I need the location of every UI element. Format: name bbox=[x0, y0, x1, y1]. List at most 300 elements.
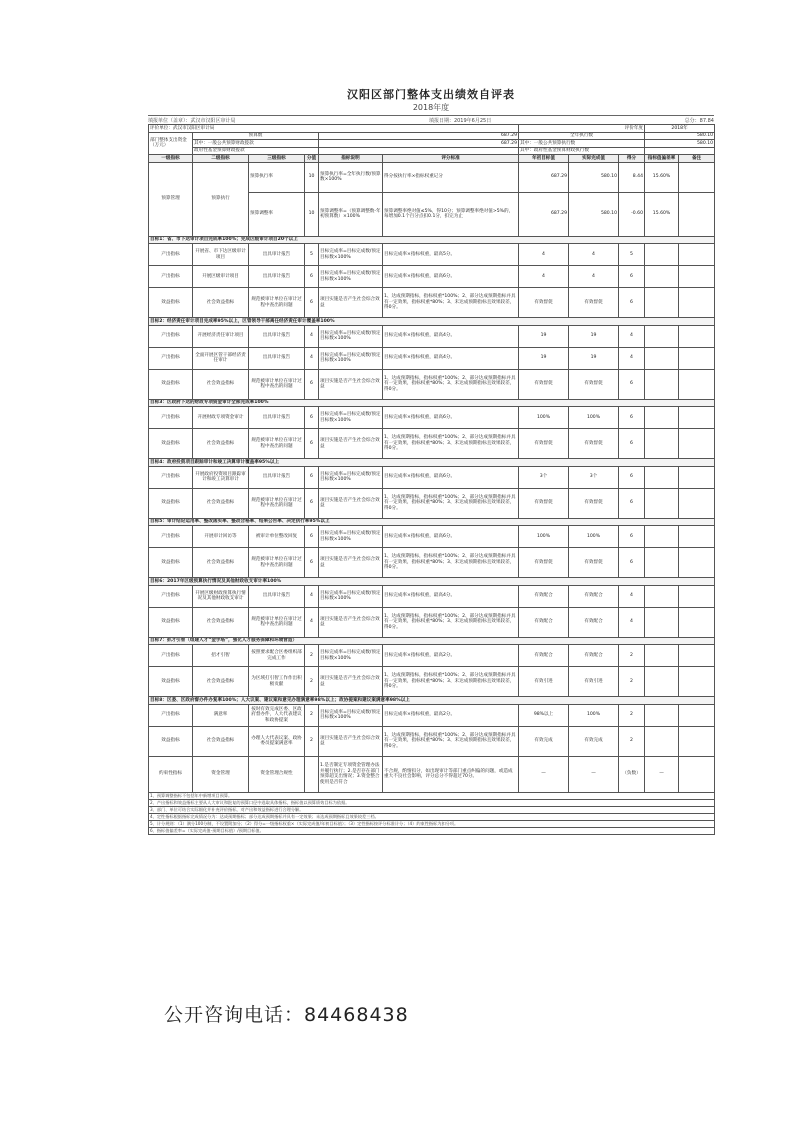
cell-score: 2 bbox=[305, 704, 319, 726]
indicator-row bbox=[149, 244, 715, 266]
cell-dev bbox=[645, 548, 679, 578]
cell-l1: 效益指标 bbox=[149, 726, 193, 756]
cell-l2: 开展政府投资项目跟踪审计和竣工决算审计 bbox=[193, 466, 249, 488]
cell-std: 1、达成预期指标，指标权重*100%；2、部分达成预期指标并具有一定效果，指标权重*80%；3、未达成预期指标且效果较差，得0分。 bbox=[383, 369, 519, 399]
budget-l3: 预算执行率 bbox=[249, 162, 305, 192]
col-header: 得分 bbox=[619, 155, 645, 163]
total-score: 总分：87.84 bbox=[684, 117, 714, 124]
funds-row-2 bbox=[149, 140, 715, 148]
page-title: 汉阳区部门整体支出绩效自评表 bbox=[347, 88, 515, 101]
cell-pts: 4 bbox=[619, 347, 645, 369]
goal-title: 目标6：2017年区级预算执行情况及其他财政收支审计率100% bbox=[149, 578, 715, 586]
cell-std: 1、达成预期指标，指标权重*100%；2、部分达成预期指标并具有一定效果，指标权重*80%；3、未达成预期指标且效果较差，得0分。 bbox=[383, 548, 519, 578]
cell-actual: 100% bbox=[569, 704, 619, 726]
cell-l2: 开展经济责任审计项目 bbox=[193, 325, 249, 347]
indicator-row bbox=[149, 645, 715, 667]
sub2-value: 580.10 bbox=[645, 140, 715, 148]
constraint-l2: 资金管理 bbox=[193, 756, 249, 792]
cell-remark bbox=[679, 548, 715, 578]
cell-target: 有效督促 bbox=[519, 548, 569, 578]
cell-desc: 目标完成率=目标完成数/预定目标数×100% bbox=[319, 466, 383, 488]
cell-l3: 按时有效完成区委、区政府督办件，人大代表建议和政协提案 bbox=[249, 704, 305, 726]
cell-remark bbox=[679, 347, 715, 369]
budget-pts: -0.60 bbox=[619, 192, 645, 236]
cell-l1: 产出指标 bbox=[149, 466, 193, 488]
cell-std: 1、达成预期指标，指标权重*100%；2、部分达成预期指标并具有一定效果，指标权重*80%；3、未达成预期指标且效果较差，得0分。 bbox=[383, 288, 519, 318]
goal-header-row bbox=[149, 318, 715, 326]
cell-l3: 为区域打引智工作作出积极贡献 bbox=[249, 667, 305, 697]
col-header: 二级指标 bbox=[193, 155, 249, 163]
cell-dev bbox=[645, 585, 679, 607]
cell-dev bbox=[645, 726, 679, 756]
cell-pts: 6 bbox=[619, 288, 645, 318]
indicator-row bbox=[149, 429, 715, 459]
constraint-dev: — bbox=[645, 756, 679, 792]
cell-pts: 6 bbox=[619, 466, 645, 488]
note-text: 1、预算调整指标不包括年中新增项目预算。 bbox=[149, 792, 715, 799]
budget-std: 预算调整率绝对值≤5%，得10分；预算调整率绝对值>5%的，每增加0.1个百分点扣0.1分，扣完为止 bbox=[383, 192, 519, 236]
cell-target: 19 bbox=[519, 325, 569, 347]
public-phone: 公开咨询电话：84468438 bbox=[164, 1004, 409, 1026]
cell-dev bbox=[645, 429, 679, 459]
cell-actual: 有效督促 bbox=[569, 429, 619, 459]
cell-target: 有效配合 bbox=[519, 585, 569, 607]
year-label: 评价年度 bbox=[519, 125, 645, 133]
year-value: 2018年 bbox=[645, 125, 715, 133]
cell-score: 4 bbox=[305, 347, 319, 369]
funds-row-3 bbox=[149, 147, 715, 155]
cell-l1: 产出指标 bbox=[149, 325, 193, 347]
cell-l1: 产出指标 bbox=[149, 704, 193, 726]
goal-header-row bbox=[149, 518, 715, 526]
note-text: 3、部门、单位可结合实际细化并补充评价指标，对产出和效益指标进行合理分解。 bbox=[149, 806, 715, 813]
budget-l1: 预算管理 bbox=[149, 162, 193, 236]
cell-score: 6 bbox=[305, 288, 319, 318]
cell-l3: 出具审计报告 bbox=[249, 585, 305, 607]
cell-remark bbox=[679, 585, 715, 607]
cell-l2: 满意率 bbox=[193, 704, 249, 726]
cell-l1: 效益指标 bbox=[149, 429, 193, 459]
indicator-row bbox=[149, 288, 715, 318]
constraint-target: — bbox=[519, 756, 569, 792]
col-header: 评分标准 bbox=[383, 155, 519, 163]
cell-l3: 规范被审计单位在审计过程中查出的问题 bbox=[249, 369, 305, 399]
goal-header-row bbox=[149, 236, 715, 244]
cell-std: 目标完成率×指标权重，最高6分。 bbox=[383, 466, 519, 488]
cell-dev bbox=[645, 288, 679, 318]
indicator-row bbox=[149, 548, 715, 578]
fill-date: 填报日期：2019年6月25日 bbox=[428, 117, 492, 124]
cell-score: 2 bbox=[305, 645, 319, 667]
cell-actual: 有效督促 bbox=[569, 548, 619, 578]
cell-l1: 效益指标 bbox=[149, 488, 193, 518]
indicator-row bbox=[149, 407, 715, 429]
cell-desc: 目标完成率=目标完成数/预定目标数×100% bbox=[319, 244, 383, 266]
goal-title: 目标3：区政府下达的财政专项资金审计全部完成率100% bbox=[149, 399, 715, 407]
note-text: 4、定性指标根据指标完成情况分为：达成预期指标；部分达成预期指标并具有一定效果；未达成预期指标且效果较差三档。 bbox=[149, 813, 715, 820]
budget-dev: 15.60% bbox=[645, 162, 679, 192]
budget-pts: 8.44 bbox=[619, 162, 645, 192]
indicator-row bbox=[149, 266, 715, 288]
indicator-row bbox=[149, 607, 715, 637]
cell-score: 6 bbox=[305, 407, 319, 429]
cell-remark bbox=[679, 266, 715, 288]
cell-score: 6 bbox=[305, 369, 319, 399]
indicator-row bbox=[149, 667, 715, 697]
goal-header-row bbox=[149, 459, 715, 467]
cell-pts: 4 bbox=[619, 607, 645, 637]
budget-remark bbox=[679, 192, 715, 236]
budget-actual: 580.10 bbox=[569, 192, 619, 236]
cell-score: 4 bbox=[305, 325, 319, 347]
cell-dev bbox=[645, 704, 679, 726]
cell-desc: 目标完成率=目标完成数/预定目标数×100% bbox=[319, 585, 383, 607]
cell-l1: 产出指标 bbox=[149, 526, 193, 548]
col-header: 年初目标值 bbox=[519, 155, 569, 163]
cell-l3: 规范被审计单位在审计过程中查出的问题 bbox=[249, 488, 305, 518]
cell-l1: 效益指标 bbox=[149, 288, 193, 318]
cell-score: 5 bbox=[305, 244, 319, 266]
cell-target: 有效配合 bbox=[519, 607, 569, 637]
goal-title: 目标7：抓才引智（组建人才“金字塔”，强化人才服务保障和环境营造） bbox=[149, 637, 715, 645]
cell-dev bbox=[645, 645, 679, 667]
cell-actual: 有效完成 bbox=[569, 726, 619, 756]
sub1-value: 687.29 bbox=[319, 140, 519, 148]
cell-l2: 开展财政专项资金审计 bbox=[193, 407, 249, 429]
cell-pts: 6 bbox=[619, 429, 645, 459]
cell-actual: 有效督促 bbox=[569, 369, 619, 399]
cell-l1: 效益指标 bbox=[149, 369, 193, 399]
goal-title: 目标5：审计结论运用率、整改落实率、整改合格率、结果公告率、决定执行率95%以上 bbox=[149, 518, 715, 526]
cell-desc: 目标完成率=目标完成数/预定目标数×100% bbox=[319, 347, 383, 369]
cell-std: 目标完成率×指标权重，最高4分。 bbox=[383, 585, 519, 607]
cell-remark bbox=[679, 704, 715, 726]
cell-l2: 社会效益指标 bbox=[193, 488, 249, 518]
cell-target: 4 bbox=[519, 266, 569, 288]
cell-desc: 项目实施是否产生社会综合效益 bbox=[319, 607, 383, 637]
cell-score: 6 bbox=[305, 488, 319, 518]
cell-std: 1、达成预期指标，指标权重*100%；2、部分达成预期指标并具有一定效果，指标权重*80%；3、未达成预期指标且效果较差，得0分。 bbox=[383, 667, 519, 697]
cell-target: 100% bbox=[519, 526, 569, 548]
cell-l3: 出具审计报告 bbox=[249, 347, 305, 369]
funds-row-1 bbox=[149, 132, 715, 140]
funds-label: 部门整体支出资金（万元） bbox=[149, 132, 193, 155]
cell-actual: 4 bbox=[569, 244, 619, 266]
cell-desc: 目标完成率=目标完成数/预定目标数×100% bbox=[319, 704, 383, 726]
cell-l2: 社会效益指标 bbox=[193, 369, 249, 399]
note-row bbox=[149, 792, 715, 799]
cell-target: 有效完成 bbox=[519, 726, 569, 756]
goal-header-row bbox=[149, 637, 715, 645]
cell-l3: 办理人大代表议案、政协委员提案满意率 bbox=[249, 726, 305, 756]
note-text: 6、指标值偏差率=（实际完成值-预期目标值）/预期目标值。 bbox=[149, 827, 715, 834]
cell-l3: 按照要求配合区委组织部完成工作 bbox=[249, 645, 305, 667]
goal-header-row bbox=[149, 578, 715, 586]
cell-dev bbox=[645, 244, 679, 266]
indicator-row bbox=[149, 726, 715, 756]
cell-target: 98%以上 bbox=[519, 704, 569, 726]
cell-dev bbox=[645, 607, 679, 637]
cell-actual: 有效督促 bbox=[569, 288, 619, 318]
cell-target: 3个 bbox=[519, 466, 569, 488]
cell-std: 目标完成率×指标权重，最高6分。 bbox=[383, 526, 519, 548]
cell-remark bbox=[679, 244, 715, 266]
cell-dev bbox=[645, 488, 679, 518]
budget-label: 预算数 bbox=[193, 132, 319, 140]
cell-l2: 社会效益指标 bbox=[193, 429, 249, 459]
indicator-row bbox=[149, 585, 715, 607]
cell-l1: 效益指标 bbox=[149, 667, 193, 697]
cell-score: 6 bbox=[305, 548, 319, 578]
col-header: 指标说明 bbox=[319, 155, 383, 163]
exec-label: 全年执行数 bbox=[519, 132, 645, 140]
budget-std: 得分按执行率×指标权重记分 bbox=[383, 162, 519, 192]
cell-remark bbox=[679, 607, 715, 637]
cell-target: 有效配合 bbox=[519, 645, 569, 667]
goal-header-row bbox=[149, 697, 715, 705]
note-row bbox=[149, 806, 715, 813]
cell-l3: 规范被审计单位在审计过程中查出的问题 bbox=[249, 607, 305, 637]
indicator-row bbox=[149, 325, 715, 347]
column-header-row bbox=[149, 155, 715, 163]
col-header: 备注 bbox=[679, 155, 715, 163]
budget-target: 687.29 bbox=[519, 192, 569, 236]
sub3-label: 政府性基金预算财政拨款 bbox=[193, 147, 319, 155]
cell-score: 6 bbox=[305, 526, 319, 548]
cell-std: 目标完成率×指标权重，最高4分。 bbox=[383, 347, 519, 369]
note-text: 2、产出指标和效益指标主要从人大审议和批复的预算口径中选取具体指标，指标值以预算绩效目标为依据。 bbox=[149, 799, 715, 806]
cell-std: 目标完成率×指标权重，最高6分。 bbox=[383, 266, 519, 288]
cell-remark bbox=[679, 325, 715, 347]
note-text: 5、计分规则：（1）满分100分制，不设置附加分；（2）得分=一级指标权重×（实际完成值/年初目标值）；（3）定性指标按评分标准计分；（4）约束性指标为扣分项。 bbox=[149, 820, 715, 827]
goal-title: 目标2：经济责任审计项目完成率95%以上，区管领导干部离任经济责任审计覆盖率100% bbox=[149, 318, 715, 326]
cell-l1: 效益指标 bbox=[149, 548, 193, 578]
cell-pts: 4 bbox=[619, 585, 645, 607]
cell-target: 有效引进 bbox=[519, 667, 569, 697]
cell-l3: 出具审计报告 bbox=[249, 407, 305, 429]
goal-title: 目标4：政府投资项目跟踪审计和竣工决算审计覆盖率95%以上 bbox=[149, 459, 715, 467]
cell-pts: 6 bbox=[619, 488, 645, 518]
cell-pts: 4 bbox=[619, 325, 645, 347]
cell-std: 目标完成率×指标权重，最高5分。 bbox=[383, 244, 519, 266]
cell-pts: 2 bbox=[619, 667, 645, 697]
evaluation-table bbox=[148, 124, 715, 835]
cell-l1: 产出指标 bbox=[149, 347, 193, 369]
budget-value: 687.29 bbox=[319, 132, 519, 140]
budget-score: 10 bbox=[305, 192, 319, 236]
cell-pts: 2 bbox=[619, 645, 645, 667]
cell-score: 4 bbox=[305, 607, 319, 637]
cell-score: 6 bbox=[305, 466, 319, 488]
cell-target: 4 bbox=[519, 244, 569, 266]
cell-actual: 有效配合 bbox=[569, 645, 619, 667]
cell-l2: 社会效益指标 bbox=[193, 667, 249, 697]
cell-score: 2 bbox=[305, 726, 319, 756]
col-header: 实际完成值 bbox=[569, 155, 619, 163]
budget-desc: 预算调整率=（预算调整数-年初预算数）×100% bbox=[319, 192, 383, 236]
cell-l2: 社会效益指标 bbox=[193, 548, 249, 578]
cell-desc: 目标完成率=目标完成数/预定目标数×100% bbox=[319, 325, 383, 347]
cell-l1: 产出指标 bbox=[149, 266, 193, 288]
dept-label: 评价单位：武汉市汉阳区审计局 bbox=[149, 125, 519, 133]
cell-l3: 出具审计报告 bbox=[249, 244, 305, 266]
budget-l3: 预算调整率 bbox=[249, 192, 305, 236]
notes-body bbox=[149, 792, 715, 834]
cell-actual: 19 bbox=[569, 325, 619, 347]
cell-l1: 效益指标 bbox=[149, 607, 193, 637]
cell-l2: 社会效益指标 bbox=[193, 607, 249, 637]
constraint-row bbox=[149, 756, 715, 792]
cell-remark bbox=[679, 429, 715, 459]
constraint-std: 不合规，酌情扣分，如出现审计等部门重点纠偏的问题，或造成重大不良社会影响，评分总分不得超过70分。 bbox=[383, 756, 519, 792]
cell-actual: 100% bbox=[569, 407, 619, 429]
cell-remark bbox=[679, 667, 715, 697]
cell-dev bbox=[645, 407, 679, 429]
cell-dev bbox=[645, 526, 679, 548]
cell-actual: 19 bbox=[569, 347, 619, 369]
cell-score: 6 bbox=[305, 266, 319, 288]
cell-remark bbox=[679, 488, 715, 518]
cell-desc: 目标完成率=目标完成数/预定目标数×100% bbox=[319, 407, 383, 429]
cell-actual: 3个 bbox=[569, 466, 619, 488]
cell-l2: 社会效益指标 bbox=[193, 288, 249, 318]
cell-pts: 2 bbox=[619, 704, 645, 726]
cell-desc: 项目实施是否产生社会综合效益 bbox=[319, 369, 383, 399]
cell-l1: 产出指标 bbox=[149, 244, 193, 266]
cell-target: 有效督促 bbox=[519, 369, 569, 399]
cell-l2: 全面开展区管干部经济责任审计 bbox=[193, 347, 249, 369]
cell-dev bbox=[645, 266, 679, 288]
cell-l3: 出具审计报告 bbox=[249, 325, 305, 347]
constraint-actual: — bbox=[569, 756, 619, 792]
cell-desc: 项目实施是否产生社会综合效益 bbox=[319, 488, 383, 518]
budget-remark bbox=[679, 162, 715, 192]
note-row bbox=[149, 820, 715, 827]
budget-desc: 预算执行率=全年执行数/预算数×100% bbox=[319, 162, 383, 192]
evaluation-sheet bbox=[148, 84, 714, 835]
cell-dev bbox=[645, 325, 679, 347]
cell-remark bbox=[679, 407, 715, 429]
cell-l1: 产出指标 bbox=[149, 407, 193, 429]
cell-std: 目标完成率×指标权重，最高2分。 bbox=[383, 645, 519, 667]
cell-l2: 开展审计回访等 bbox=[193, 526, 249, 548]
indicator-row bbox=[149, 369, 715, 399]
goal-header-row bbox=[149, 399, 715, 407]
constraint-remark bbox=[679, 756, 715, 792]
cell-desc: 项目实施是否产生社会综合效益 bbox=[319, 429, 383, 459]
cell-actual: 4 bbox=[569, 266, 619, 288]
cell-desc: 目标完成率=目标完成数/预定目标数×100% bbox=[319, 645, 383, 667]
budget-l2: 预算执行 bbox=[193, 162, 249, 236]
indicator-row bbox=[149, 466, 715, 488]
cell-std: 1、达成预期指标，指标权重*100%；2、部分达成预期指标并具有一定效果，指标权重*80%；3、未达成预期指标且效果较差，得0分。 bbox=[383, 607, 519, 637]
col-header: 指标值偏差率 bbox=[645, 155, 679, 163]
cell-remark bbox=[679, 288, 715, 318]
cell-l2: 开展省、市下达区级审计项目 bbox=[193, 244, 249, 266]
indicator-row bbox=[149, 488, 715, 518]
fill-unit: 填报单位（盖章）：武汉市汉阳区审计局 bbox=[148, 117, 236, 124]
cell-l3: 规范被审计单位在审计过程中查出的问题 bbox=[249, 429, 305, 459]
cell-l1: 产出指标 bbox=[149, 645, 193, 667]
cell-actual: 有效督促 bbox=[569, 488, 619, 518]
note-row bbox=[149, 813, 715, 820]
cell-l1: 产出指标 bbox=[149, 585, 193, 607]
cell-desc: 目标完成率=目标完成数/预定目标数×100% bbox=[319, 526, 383, 548]
cell-dev bbox=[645, 369, 679, 399]
dept-row bbox=[149, 125, 715, 133]
cell-pts: 6 bbox=[619, 266, 645, 288]
budget-dev: 15.60% bbox=[645, 192, 679, 236]
cell-l3: 被审计单位整改回复 bbox=[249, 526, 305, 548]
sub2-label: 其中：一般公共预算执行数 bbox=[519, 140, 645, 148]
cell-desc: 项目实施是否产生社会综合效益 bbox=[319, 548, 383, 578]
cell-desc: 项目实施是否产生社会综合效益 bbox=[319, 288, 383, 318]
constraint-score bbox=[305, 756, 319, 792]
cell-std: 1、达成预期指标，指标权重*100%；2、部分达成预期指标并具有一定效果，指标权重*80%；3、未达成预期指标且效果较差，得0分。 bbox=[383, 429, 519, 459]
cell-pts: 6 bbox=[619, 407, 645, 429]
cell-pts: 6 bbox=[619, 369, 645, 399]
cell-l2: 招才引智 bbox=[193, 645, 249, 667]
constraint-pts: （负数） bbox=[619, 756, 645, 792]
indicator-row bbox=[149, 704, 715, 726]
indicator-row bbox=[149, 526, 715, 548]
budget-score: 10 bbox=[305, 162, 319, 192]
cell-actual: 有效配合 bbox=[569, 585, 619, 607]
note-row bbox=[149, 799, 715, 806]
col-header: 一级指标 bbox=[149, 155, 193, 163]
cell-l2: 开展区级财政预算执行情况及其他财政收支审计 bbox=[193, 585, 249, 607]
constraint-l1: 约束性指标 bbox=[149, 756, 193, 792]
cell-pts: 2 bbox=[619, 726, 645, 756]
cell-score: 6 bbox=[305, 429, 319, 459]
goal-title: 目标8：区委、区政府督办件办复率100%；人大议案、建议案和意见办理满意率98%以上；政协提案和建议案满意率98%以上 bbox=[149, 697, 715, 705]
cell-desc: 项目实施是否产生社会综合效益 bbox=[319, 667, 383, 697]
cell-std: 目标完成率×指标权重，最高6分。 bbox=[383, 407, 519, 429]
budget-actual: 580.10 bbox=[569, 162, 619, 192]
cell-pts: 5 bbox=[619, 244, 645, 266]
cell-remark bbox=[679, 466, 715, 488]
cell-target: 有效督促 bbox=[519, 488, 569, 518]
cell-remark bbox=[679, 645, 715, 667]
exec-value: 580.10 bbox=[645, 132, 715, 140]
sub1-label: 其中：一般公共预算财政拨款 bbox=[193, 140, 319, 148]
cell-l3: 规范被审计单位在审计过程中查出的问题 bbox=[249, 288, 305, 318]
cell-actual: 100% bbox=[569, 526, 619, 548]
page-subtitle: 2018年度 bbox=[412, 103, 450, 112]
cell-pts: 6 bbox=[619, 548, 645, 578]
cell-std: 目标完成率×指标权重，最高2分。 bbox=[383, 704, 519, 726]
constraint-l3: 资金管理合规性 bbox=[249, 756, 305, 792]
cell-actual: 有效配合 bbox=[569, 607, 619, 637]
col-header: 分值 bbox=[305, 155, 319, 163]
cell-l3: 出具审计报告 bbox=[249, 266, 305, 288]
cell-desc: 项目实施是否产生社会综合效益 bbox=[319, 726, 383, 756]
cell-l3: 规范被审计单位在审计过程中查出的问题 bbox=[249, 548, 305, 578]
cell-score: 2 bbox=[305, 667, 319, 697]
cell-score: 4 bbox=[305, 585, 319, 607]
budget-target: 687.29 bbox=[519, 162, 569, 192]
sub3-value bbox=[319, 147, 519, 155]
cell-target: 100% bbox=[519, 407, 569, 429]
indicator-row bbox=[149, 347, 715, 369]
cell-l2: 开展区级审计项目 bbox=[193, 266, 249, 288]
col-header: 三级指标 bbox=[249, 155, 305, 163]
cell-pts: 6 bbox=[619, 526, 645, 548]
cell-target: 有效督促 bbox=[519, 288, 569, 318]
cell-std: 1、达成预期指标，指标权重*100%；2、部分达成预期指标并具有一定效果，指标权重*80%；3、未达成预期指标且效果较差，得0分。 bbox=[383, 488, 519, 518]
sub4-label: 其中：政府性基金预算财政执行数 bbox=[519, 147, 645, 155]
cell-std: 目标完成率×指标权重，最高4分。 bbox=[383, 325, 519, 347]
